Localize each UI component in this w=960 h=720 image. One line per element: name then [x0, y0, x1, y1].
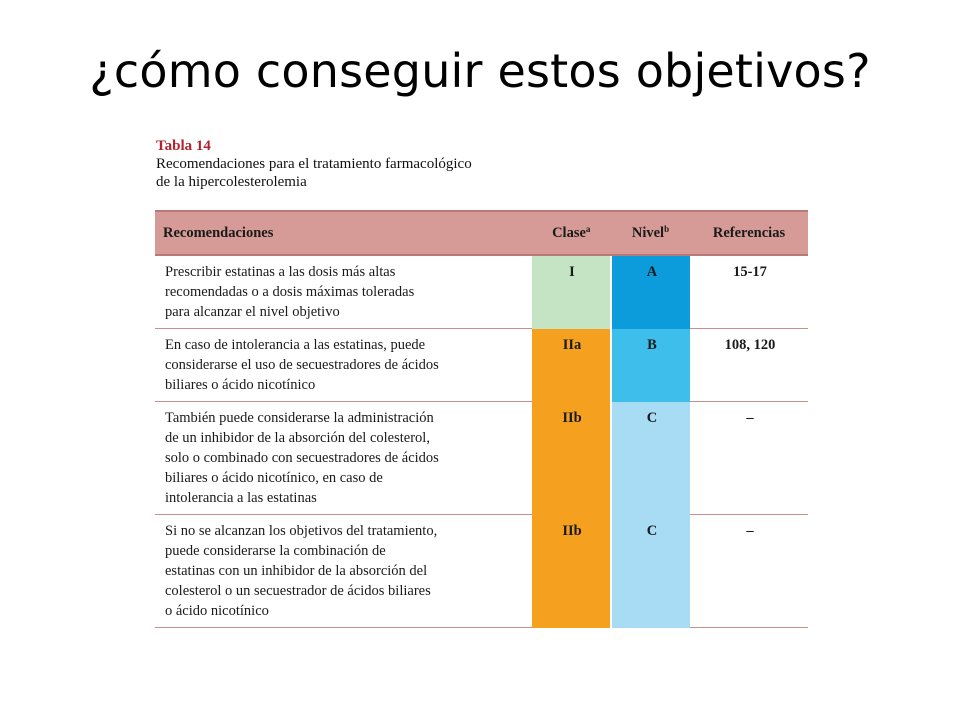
recommendation-text-line: considerarse el uso de secuestradores de ácidos [165, 357, 439, 373]
header-level-footnote: b [664, 223, 670, 234]
recommendation-text-line: biliares o ácido nicotínico [165, 377, 316, 393]
recommendation-text-line: colesterol o un secuestrador de ácidos biliares [165, 583, 431, 599]
level-cell: C [611, 515, 690, 628]
class-cell: I [532, 255, 612, 329]
references-cell: 108, 120 [690, 329, 808, 402]
level-cell: B [611, 329, 690, 402]
table-number: Tabla 14 [156, 138, 211, 154]
recommendation-text-line: Prescribir estatinas a las dosis más altas [165, 264, 396, 280]
table-description-line-2: de la hipercolesterolemia [156, 174, 307, 190]
recommendation-text-line: de un inhibidor de la absorción del colesterol, [165, 430, 430, 446]
recommendation-text-line: solo o combinado con secuestradores de ácidos [165, 450, 439, 466]
table-caption [156, 137, 816, 191]
references-cell: – [690, 515, 808, 628]
header-recommendations: Recomendaciones [155, 211, 532, 255]
recommendation-cell [155, 402, 532, 515]
recommendation-text-line: o ácido nicotínico [165, 603, 269, 619]
class-cell: IIb [532, 515, 612, 628]
recommendation-cell [155, 515, 532, 628]
recommendation-text-line: puede considerarse la combinación de [165, 543, 386, 559]
table-row [155, 515, 808, 628]
table-row [155, 329, 808, 402]
table-header-row [155, 211, 808, 255]
references-cell: 15-17 [690, 255, 808, 329]
header-class: Clase$^a$ [532, 211, 612, 255]
references-cell: – [690, 402, 808, 515]
recommendation-text-line: para alcanzar el nivel objetivo [165, 304, 340, 320]
recommendation-text-line: Si no se alcanzan los objetivos del tratamiento, [165, 523, 438, 539]
table-description-line-1: Recomendaciones para el tratamiento farmacológico [156, 156, 472, 172]
class-cell: IIa [532, 329, 612, 402]
table-body [155, 255, 808, 628]
recommendation-text-line: intolerancia a las estatinas [165, 490, 317, 506]
recommendation-text-line: En caso de intolerancia a las estatinas, puede [165, 337, 426, 353]
level-cell: C [611, 402, 690, 515]
recommendation-text-line: biliares o ácido nicotínico, en caso de [165, 470, 383, 486]
table-row [155, 402, 808, 515]
recommendation-cell [155, 329, 532, 402]
header-references: Referencias [690, 211, 808, 255]
slide-title: ¿cómo conseguir estos objetivos? [89, 44, 871, 98]
header-class-footnote: a [585, 223, 591, 234]
header-level: Nivel$^b$ [611, 211, 690, 255]
recommendation-cell [155, 255, 532, 329]
recommendations-table [155, 210, 808, 628]
table-row [155, 255, 808, 329]
recommendation-text-line: estatinas con un inhibidor de la absorción del [165, 563, 428, 579]
level-cell: A [611, 255, 690, 329]
recommendation-text-line: También puede considerarse la administración [165, 410, 434, 426]
class-cell: IIb [532, 402, 612, 515]
recommendation-text-line: recomendadas o a dosis máximas toleradas [165, 284, 415, 300]
